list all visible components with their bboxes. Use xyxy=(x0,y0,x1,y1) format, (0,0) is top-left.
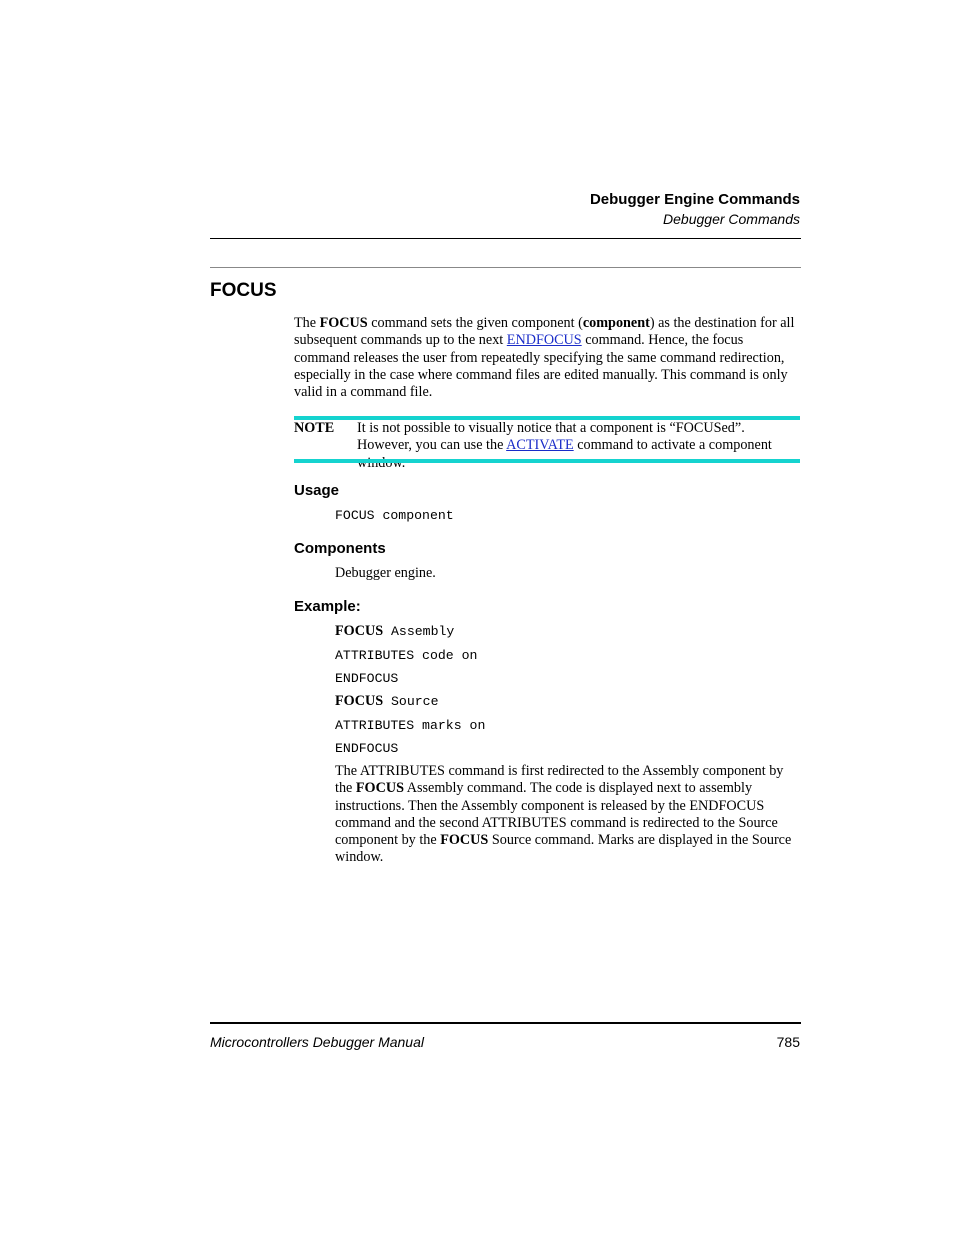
note-text-part: command to activate a component xyxy=(577,437,772,454)
example-line xyxy=(335,647,477,663)
footer-rule xyxy=(210,1022,801,1024)
usage-code: FOCUS component xyxy=(335,508,454,523)
intro-bold-component: component xyxy=(582,315,650,331)
intro-paragraph xyxy=(294,315,800,401)
example-line xyxy=(335,623,454,640)
example-code: ENDFOCUS xyxy=(335,671,399,686)
para-bold: FOCUS xyxy=(440,832,489,849)
page-number: 785 xyxy=(776,1034,800,1050)
activate-link[interactable]: ACTIVATE xyxy=(506,437,574,454)
example-line xyxy=(335,717,485,733)
section-rule xyxy=(210,267,801,268)
example-keyword: FOCUS xyxy=(335,623,384,639)
example-code: ATTRIBUTES code on xyxy=(335,648,478,663)
header-rule xyxy=(210,238,801,239)
example-heading: Example: xyxy=(294,598,361,615)
footer-manual-title: Microcontrollers Debugger Manual xyxy=(210,1034,424,1050)
example-line xyxy=(335,693,439,710)
example-code: ENDFOCUS xyxy=(335,741,399,756)
running-header-title: Debugger Engine Commands xyxy=(589,191,800,208)
intro-text: The xyxy=(294,315,320,331)
components-heading: Components xyxy=(294,540,386,557)
note-label: NOTE xyxy=(294,420,335,436)
para-text: Assembly command. The code is displayed next to assembly instructions. Then the Assembly component is released by the ENDFOCUS command and the second ATTRIBUTES command is redirected to the Source component by the xyxy=(335,780,778,849)
example-line xyxy=(335,670,398,686)
note-text-part: It is not possible to visually notice that a component is “FOCUSed”. However, you can use the xyxy=(357,420,745,454)
usage-heading: Usage xyxy=(294,482,340,499)
endfocus-link[interactable]: ENDFOCUS xyxy=(506,332,582,349)
note-bottom-bar xyxy=(294,459,800,463)
intro-text: ) as the destination for all subsequent commands up to the next xyxy=(294,315,795,349)
components-text: Debugger engine. xyxy=(335,565,436,581)
para-bold: FOCUS xyxy=(355,780,404,797)
intro-text: command. Hence, the focus command releases the user from repeatedly specifying the same command redirection, especially in the case where command files are edited manually. This command is only valid in a command file. xyxy=(294,332,788,401)
example-keyword: FOCUS xyxy=(335,693,384,709)
example-line xyxy=(335,740,398,756)
para-text: Source command. Marks are displayed in the Source window. xyxy=(335,832,792,866)
section-title: FOCUS xyxy=(210,280,277,301)
note-text xyxy=(357,420,801,472)
example-paragraph xyxy=(335,763,801,867)
example-code: Assembly xyxy=(383,624,455,639)
intro-text: command sets the given component ( xyxy=(367,315,583,331)
example-code: Source xyxy=(383,694,439,709)
example-code: ATTRIBUTES marks on xyxy=(335,718,486,733)
running-header-subtitle: Debugger Commands xyxy=(663,211,800,227)
intro-bold-focus: FOCUS xyxy=(319,315,368,331)
para-text: The ATTRIBUTES command is first redirected to the Assembly component by the xyxy=(335,763,784,797)
